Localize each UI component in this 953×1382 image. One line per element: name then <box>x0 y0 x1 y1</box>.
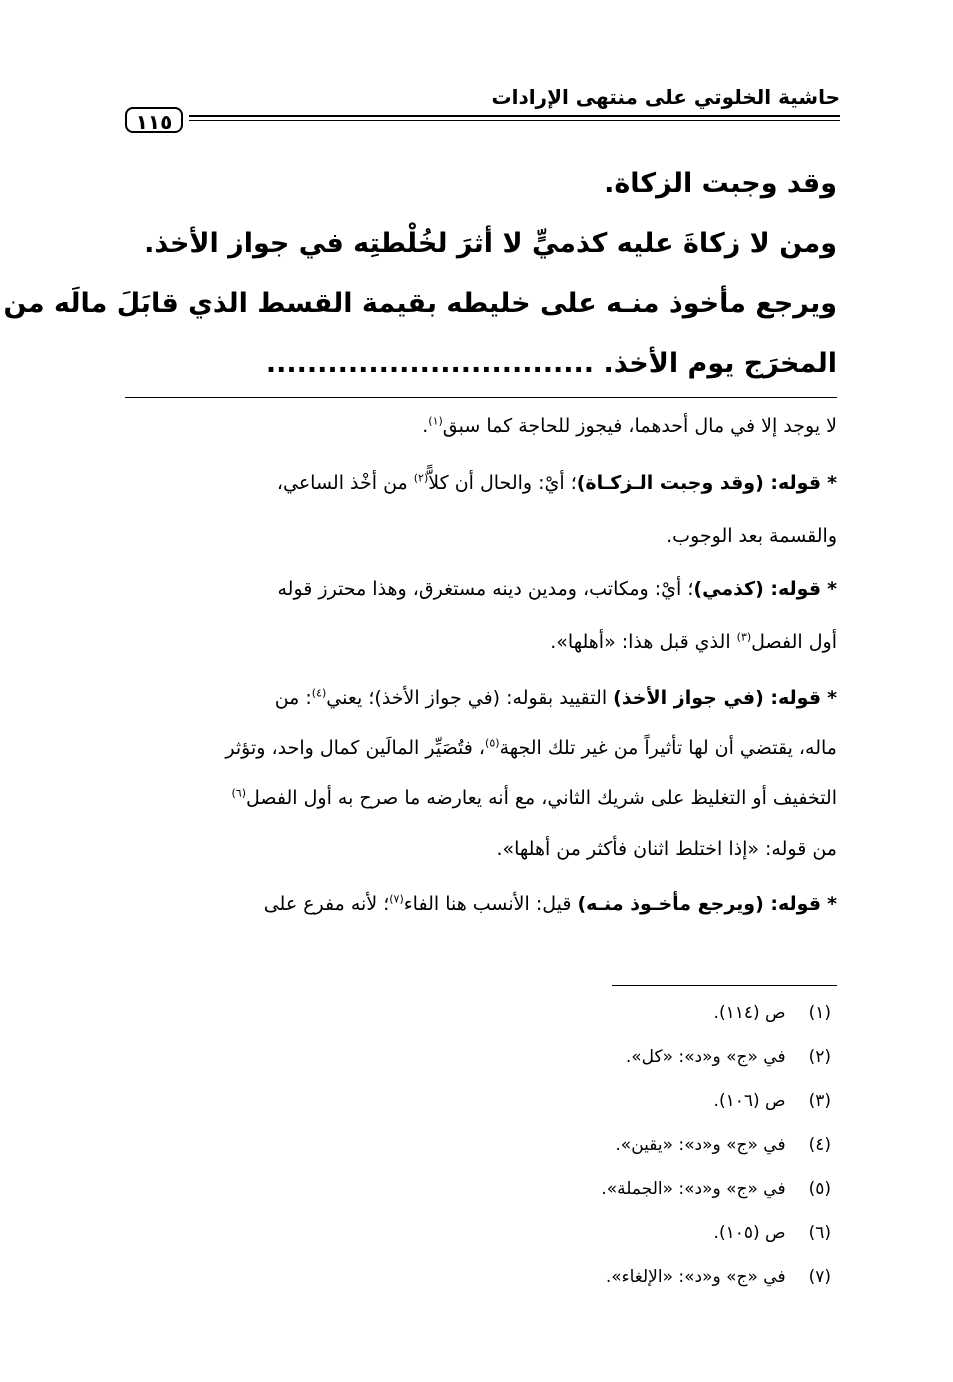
header-rule <box>189 115 840 117</box>
commentary-text: . <box>422 415 429 437</box>
footnote-ref-2: (٢) <box>413 471 429 485</box>
commentary-text: التقييد بقوله: (في جواز الأخذ)؛ يعني <box>326 687 614 709</box>
bullet-star: * <box>827 893 837 915</box>
footnote-ref-3: (٣) <box>736 630 752 644</box>
footnote-text: ص (١٠٦). <box>713 1091 786 1111</box>
footnote-number: (١) <box>808 1003 831 1023</box>
quoted-lemma: قوله: (ويرجع مأخـوذ منـه) <box>577 893 822 915</box>
commentary-line-4 <box>125 578 837 600</box>
footnote-text: في «ج» و«د»: «يقين». <box>615 1135 786 1155</box>
commentary-line-10 <box>125 893 837 915</box>
footnote-number: (٤) <box>808 1135 831 1155</box>
bullet-star: * <box>827 578 837 600</box>
footnote-number: (٦) <box>808 1223 831 1243</box>
footnote-5 <box>601 1179 831 1199</box>
commentary-line-3: والقسمة بعد الوجوب. <box>666 525 837 547</box>
matn-line-2: ومن لا زكاةَ عليه كذميٍّ لا أثرَ لخُلْطتِه في جواز الأخذ. <box>144 228 837 259</box>
footnote-separator <box>612 985 837 986</box>
commentary-text: ، فتُصَيِّر المالَين كمال واحد، وتؤثر <box>225 737 486 759</box>
matn-line-3: ويرجع مأخوذ منـه على خليطه بقيمة القسط الذي قابَلَ مالَه من <box>3 288 837 319</box>
commentary-text: قيل: الأنسب هنا الفاء <box>403 893 578 915</box>
commentary-text: الذي قبل هذا: «أهلها». <box>550 631 737 653</box>
footnote-number: (٥) <box>808 1179 831 1199</box>
commentary-line-8 <box>125 787 837 809</box>
footnote-ref-6: (٦) <box>231 786 246 800</box>
quoted-lemma: قوله: (كذمي) <box>693 578 822 600</box>
bullet-star: * <box>827 687 837 709</box>
footnote-ref-7: (٧) <box>389 892 404 906</box>
footnote-text: ص (١١٤). <box>713 1003 786 1023</box>
footnote-text: ص (١٠٥). <box>713 1223 786 1243</box>
commentary-text: ؛ أيْ: ومكاتب، ومدين دينه مستغرق، وهذا محترز قوله <box>277 578 694 600</box>
footnote-ref-4: (٤) <box>311 686 327 700</box>
commentary-line-5 <box>125 631 837 653</box>
matn-separator <box>125 397 837 398</box>
commentary-text: التخفيف أو التغليظ على شريك الثاني، مع أنه يعارضه ما صرح به أول الفصل <box>246 787 837 809</box>
commentary-line-2 <box>125 472 837 494</box>
commentary-line-9: من قوله: «إذا اختلط اثنان فأكثر من أهلها». <box>496 838 837 860</box>
commentary-text: أول الفصل <box>751 631 837 653</box>
footnote-ref-5: (٥) <box>485 736 500 750</box>
footnote-6 <box>714 1223 831 1243</box>
commentary-text: لا يوجد إلا في مال أحدهما، فيجوز للحاجة كما سبق <box>442 415 837 437</box>
matn-line-1: وقد وجبت الزكاة. <box>604 168 837 199</box>
page-number: ١١٥ <box>125 107 183 133</box>
header-rule-thin <box>189 120 840 121</box>
footnote-3 <box>714 1091 831 1111</box>
footnote-1 <box>714 1003 831 1023</box>
matn-line-4-text: المخرَج يوم الأخذ. <box>603 348 837 379</box>
commentary-text: ؛ أيْ: والحال أن كلاًّ <box>428 472 577 494</box>
commentary-text: ؛ لأنه مفرع على <box>263 893 390 915</box>
footnote-text: في «ج» و«د»: «كل». <box>625 1047 786 1067</box>
footnote-number: (٣) <box>808 1091 831 1111</box>
commentary-text: : من <box>274 687 312 709</box>
running-header <box>125 85 840 135</box>
quoted-lemma: قوله: (وقد وجبت الـزكـاة) <box>576 472 822 494</box>
footnote-number: (٧) <box>808 1267 831 1287</box>
commentary-text: ماله، يقتضي أن لها تأثيراً من غير تلك الجهة <box>499 737 837 759</box>
footnote-text: في «ج» و«د»: «الجملة». <box>601 1179 786 1199</box>
footnote-number: (٢) <box>808 1047 831 1067</box>
footnote-ref-1: (١) <box>428 414 443 428</box>
commentary-line-7 <box>125 737 837 759</box>
commentary-text: من أخْذ الساعي، <box>276 472 414 494</box>
footnote-2 <box>626 1047 831 1067</box>
header-title: حاشية الخلوتي على منتهى الإرادات <box>491 85 840 109</box>
footnote-7 <box>606 1267 831 1287</box>
footnote-4 <box>615 1135 831 1155</box>
quoted-lemma: قوله: (في جواز الأخذ) <box>613 687 822 709</box>
matn-dots: ................................ <box>265 348 595 379</box>
bullet-star: * <box>827 472 837 494</box>
matn-line-4 <box>125 348 837 379</box>
commentary-line-6 <box>125 687 837 709</box>
commentary-line-1 <box>125 415 837 437</box>
footnote-text: في «ج» و«د»: «الإلغاء». <box>605 1267 786 1287</box>
